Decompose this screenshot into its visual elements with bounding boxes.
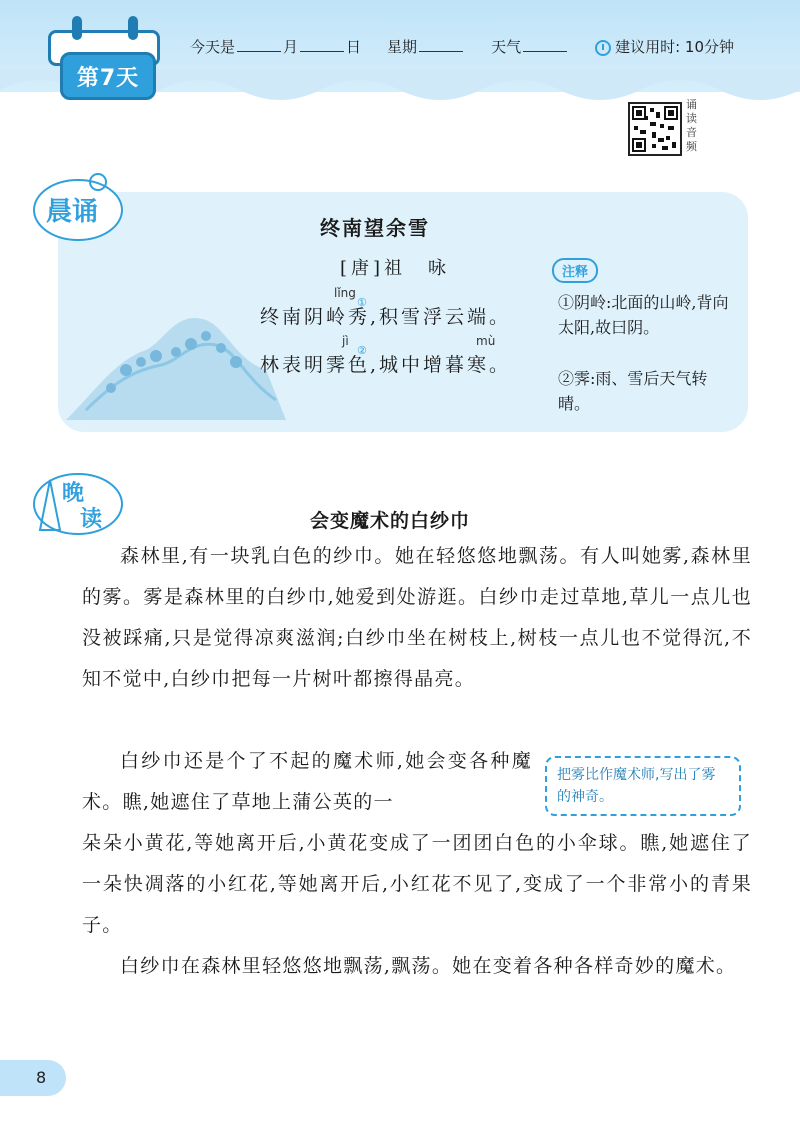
pinyin-ling: lǐng <box>334 286 356 300</box>
suggested-time: 建议用时: 10分钟 <box>615 38 734 56</box>
weekday-blank[interactable] <box>419 37 463 52</box>
day-blank[interactable] <box>300 37 344 52</box>
weekday-label: 星期 <box>387 38 418 56</box>
month-blank[interactable] <box>237 37 281 52</box>
note-1: ①阴岭:北面的山岭,背向太阳,故曰阴。 <box>558 293 729 337</box>
morning-tag-text: 晨诵 <box>46 197 99 227</box>
date-prefix: 今天是 <box>190 38 236 56</box>
poem-author: [唐]祖 咏 <box>340 258 451 279</box>
story-paragraph-2b: 朵朵小黄花,等她离开后,小黄花变成了一团团白色的小伞球。瞧,她遮住了一朵快凋落的小红花,等她离开后,小红花不见了,变成了一个非常小的青果子。 <box>82 832 752 936</box>
side-note: 把雾比作魔术师,写出了雾的神奇。 <box>545 756 741 816</box>
weather-label: 天气 <box>491 38 522 56</box>
header-info <box>190 36 734 57</box>
pinyin-mu: mù <box>476 334 496 348</box>
notes-label: 注释 <box>552 258 598 283</box>
story-paragraph-1: 森林里,有一块乳白色的纱巾。她在轻悠悠地飘荡。有人叫她雾,森林里的雾。雾是森林里的白纱巾,她爱到处游逛。白纱巾走过草地,草儿一点儿也没被踩痛,只是觉得凉爽滋润;白纱巾坐在树枝上,树枝一点儿也不觉得沉,不知不觉中,白纱巾把每一片树叶都擦得晶亮。 <box>82 545 752 690</box>
calendar-ring <box>128 16 138 40</box>
footnote-marker-1: ① <box>357 296 367 309</box>
month-label: 月 <box>283 38 299 56</box>
pinyin-ji: jì <box>342 334 349 348</box>
evening-tag-text: 晚 <box>62 481 85 506</box>
poem-title: 终南望余雪 <box>320 216 430 240</box>
day-unit: 日 <box>346 38 362 56</box>
story-paragraph-2a: 白纱巾还是个了不起的魔术师,她会变各种魔术。瞧,她遮住了草地上蒲公英的一 <box>82 750 532 813</box>
poem-line-1 <box>260 302 511 329</box>
weather-blank[interactable] <box>523 37 567 52</box>
poem-line-2 <box>260 350 511 377</box>
note-2: ②霁:雨、雪后天气转晴。 <box>558 369 708 413</box>
clock-icon <box>595 40 611 56</box>
qr-caption: 诵读音频 <box>686 98 697 153</box>
day-badge <box>60 52 156 100</box>
qr-code-icon[interactable] <box>628 102 682 156</box>
morning-tag-icon <box>28 168 128 248</box>
footnote-marker-2: ② <box>357 344 367 357</box>
day-label: 第7天 <box>76 65 140 91</box>
evening-tag-text-2: 读 <box>80 507 103 532</box>
poem-line-2-start: 林表明霁 <box>260 354 349 376</box>
evening-tag-icon <box>26 460 126 540</box>
page-number: 8 <box>36 1068 47 1087</box>
poem-line-1-end: 秀,积雪浮云端。 <box>348 306 512 328</box>
story-title: 会变魔术的白纱巾 <box>310 510 471 532</box>
poem-line-1-start: 终南阴岭 <box>260 306 349 328</box>
page-number-tab <box>0 1060 66 1096</box>
calendar-ring <box>72 16 82 40</box>
poem-line-2-end: 色,城中增暮寒。 <box>348 354 512 376</box>
story-paragraph-3: 白纱巾在森林里轻悠悠地飘荡,飘荡。她在变着各种各样奇妙的魔术。 <box>120 955 737 977</box>
mountain-illustration <box>66 270 286 430</box>
